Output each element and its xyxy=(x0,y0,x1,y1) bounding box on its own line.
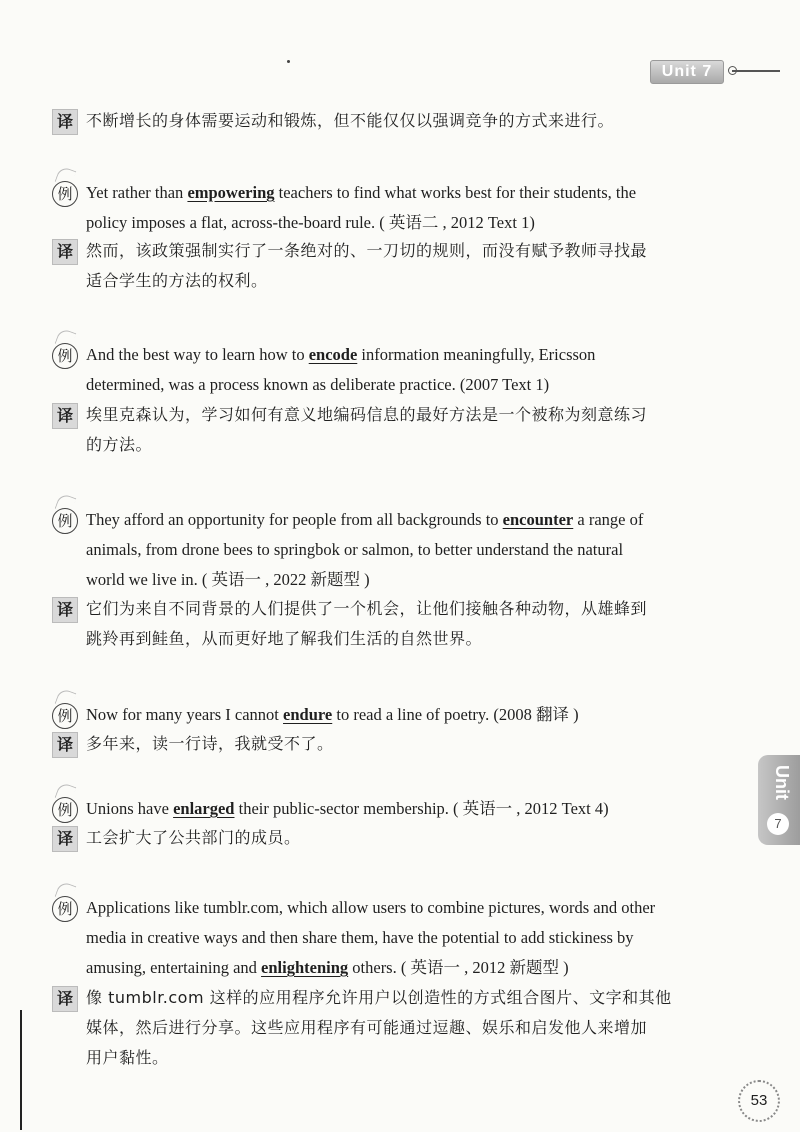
vocabulary-keyword: encode xyxy=(308,345,358,364)
vocabulary-keyword: endure xyxy=(283,705,333,724)
example-marker-icon: 例 xyxy=(52,508,78,534)
example-text: teachers to find what works best for their students, the xyxy=(274,183,637,202)
example-text: And the best way to learn how to xyxy=(86,345,309,364)
translation-line: 的方法。 xyxy=(86,435,153,454)
example-text: Unions have xyxy=(86,799,174,818)
translation-line: 多年来，读一行诗，我就受不了。 xyxy=(86,734,334,753)
translation-line: 工会扩大了公共部门的成员。 xyxy=(86,828,301,847)
translation-line: 适合学生的方法的权利。 xyxy=(86,271,268,290)
example-marker-icon: 例 xyxy=(52,181,78,207)
example-line xyxy=(86,794,736,824)
vocabulary-keyword: empowering xyxy=(187,183,275,202)
example-marker-icon: 例 xyxy=(52,703,78,729)
example-text: to read a line of poetry. (2008 翻译 ) xyxy=(332,705,579,724)
side-unit-number: 7 xyxy=(767,813,789,835)
example-text: Now for many years I cannot xyxy=(86,705,284,724)
example-line xyxy=(86,565,736,595)
example-line xyxy=(86,923,736,953)
example-text: policy imposes a flat, across-the-board rule. ( 英语二 , 2012 Text 1) xyxy=(86,213,535,232)
translation-line: 它们为来自不同背景的人们提供了一个机会，让他们接触各种动物，从雄蜂到 xyxy=(86,599,648,618)
vocabulary-keyword: enlarged xyxy=(173,799,235,818)
example-line xyxy=(86,340,736,370)
vocabulary-keyword: enlightening xyxy=(261,958,349,977)
header-rule xyxy=(732,70,780,72)
example-text: their public-sector membership. ( 英语一 , 2012 Text 4) xyxy=(234,799,609,818)
example-line xyxy=(86,700,736,730)
left-margin-rule xyxy=(20,1010,22,1130)
example-text: media in creative ways and then share them, have the potential to add stickiness by xyxy=(86,928,634,947)
example-marker-icon: 例 xyxy=(52,797,78,823)
example-text: amusing, entertaining and xyxy=(86,958,262,977)
example-line xyxy=(86,370,736,400)
example-line xyxy=(86,178,736,208)
translation-marker-icon: 译 xyxy=(52,109,78,135)
example-text: determined, was a process known as deliberate practice. (2007 Text 1) xyxy=(86,375,550,394)
example-text: Applications like tumblr.com, which allow users to combine pictures, words and other xyxy=(86,898,656,917)
example-text: Yet rather than xyxy=(86,183,188,202)
example-text: animals, from drone bees to springbok or salmon, to better understand the natural xyxy=(86,540,624,559)
translation-marker-icon: 译 xyxy=(52,239,78,265)
example-line xyxy=(86,535,736,565)
example-marker-icon: 例 xyxy=(52,896,78,922)
translation-line: 不断增长的身体需要运动和锻炼，但不能仅仅以强调竞争的方式来进行。 xyxy=(86,111,615,130)
example-line xyxy=(86,208,736,238)
page-number: 53 xyxy=(738,1080,780,1122)
scan-speck xyxy=(287,60,290,63)
translation-line: 埃里克森认为，学习如何有意义地编码信息的最好方法是一个被称为刻意练习 xyxy=(86,405,648,424)
side-unit-label: Unit xyxy=(772,765,792,800)
example-line xyxy=(86,953,736,983)
example-text: world we live in. ( 英语一 , 2022 新题型 ) xyxy=(86,570,370,589)
translation-marker-icon: 译 xyxy=(52,597,78,623)
translation-line: 媒体，然后进行分享。这些应用程序有可能通过逗趣、娱乐和启发他人来增加 xyxy=(86,1018,648,1037)
vocabulary-keyword: encounter xyxy=(502,510,574,529)
translation-line: 用户黏性。 xyxy=(86,1048,169,1067)
translation-marker-icon: 译 xyxy=(52,826,78,852)
side-unit-tab xyxy=(758,755,800,845)
unit-header-tab: Unit 7 xyxy=(650,60,724,84)
example-line xyxy=(86,893,736,923)
translation-marker-icon: 译 xyxy=(52,403,78,429)
translation-marker-icon: 译 xyxy=(52,732,78,758)
translation-marker-icon: 译 xyxy=(52,986,78,1012)
example-text: They afford an opportunity for people from all backgrounds to xyxy=(86,510,503,529)
example-text: a range of xyxy=(573,510,644,529)
example-marker-icon: 例 xyxy=(52,343,78,369)
translation-line: 像 tumblr.com 这样的应用程序允许用户以创造性的方式组合图片、文字和其他 xyxy=(86,988,672,1007)
example-text: information meaningfully, Ericsson xyxy=(357,345,596,364)
translation-line: 跳羚再到鲑鱼，从而更好地了解我们生活的自然世界。 xyxy=(86,629,483,648)
translation-line: 然而，该政策强制实行了一条绝对的、一刀切的规则，而没有赋予教师寻找最 xyxy=(86,241,648,260)
example-text: others. ( 英语一 , 2012 新题型 ) xyxy=(348,958,569,977)
example-line xyxy=(86,505,736,535)
